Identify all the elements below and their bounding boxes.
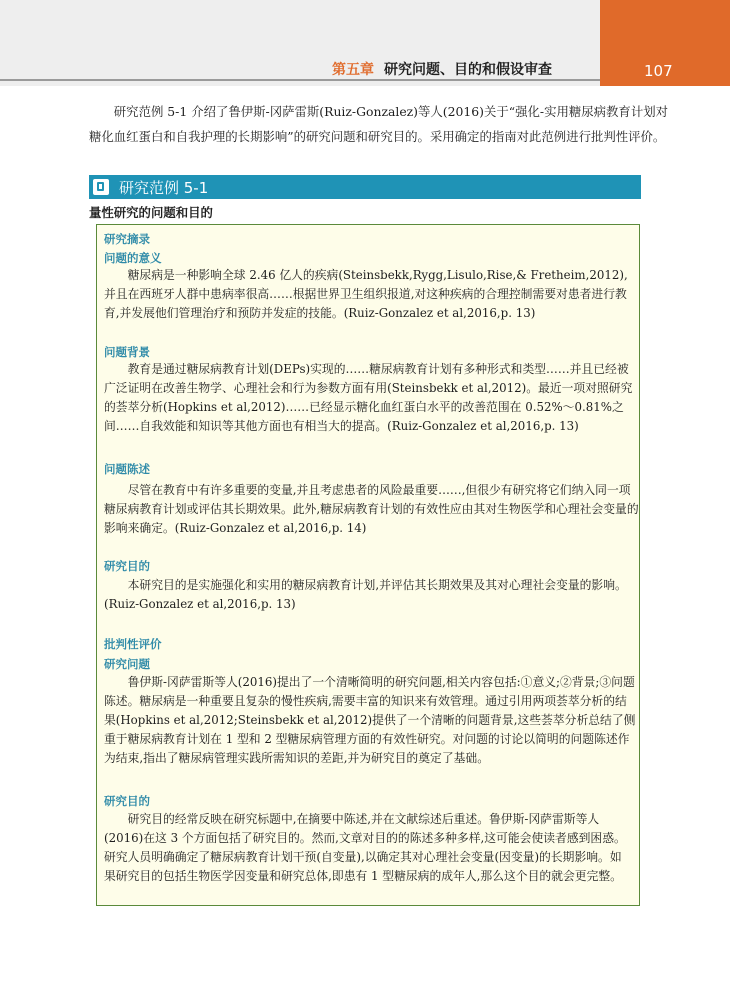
example-box	[96, 224, 640, 906]
question-text: 鲁伊斯-冈萨雷斯等人(2016)提出了一个清晰简明的研究问题,相关内容包括:①意义;②背景;③问题陈述。糖尿病是一种重要且复杂的慢性疾病,需要丰富的知识来有效管理。通过引用两项荟萃分析的结果(Hopkins et al,2012;Steinsbekk et al,2012)提供了一个清晰的问题背景,这些荟萃分析总结了侧重于糖尿病教育计划在 1 型和 2 型糖尿病管理方面的有效性研究。对问题的讨论以简明的问题陈述作为结束,指出了糖尿病管理实践所需知识的差距,并为研究目的奠定了基础。	[104, 675, 636, 765]
chapter-number: 第五章	[332, 62, 374, 78]
intro-paragraph: 研究范例 5-1 介绍了鲁伊斯-冈萨雷斯(Ruiz-Gonzalez)等人(2016)关于“强化-实用糖尿病教育计划对糖化血红蛋白和自我护理的长期影响”的研究问题和研究目的。采用确定的指南对此范例进行批判性评价。	[89, 104, 668, 144]
critique-label: 批判性评价	[104, 637, 162, 651]
purpose-text: 本研究目的是实施强化和实用的糖尿病教育计划,并评估其长期效果及其对心理社会变量的影响。(Ruiz-Gonzalez et al,2016,p. 13)	[104, 578, 627, 611]
purpose2-text: 研究目的经常反映在研究标题中,在摘要中陈述,并在文献综述后重述。鲁伊斯-冈萨雷斯等人(2016)在这 3 个方面包括了研究目的。然而,文章对目的的陈述多种多样,这可能会使读者感到困惑。研究人员明确确定了糖尿病教育计划干预(自变量),以确定其对心理社会变量(因变量)的长期影响。如果研究目的包括生物医学因变量和研究总体,即患有 1 型糖尿病的成年人,那么这个目的就会更完整。	[104, 812, 626, 883]
abstract-label: 研究摘录	[104, 232, 150, 246]
statement-text: 尽管在教育中有许多重要的变量,并且考虑患者的风险最重要……,但很少有研究将它们纳入同一项糖尿病教育计划或评估其长期效果。此外,糖尿病教育计划的有效性应由其对生物医学和心理社会变量的影响来确定。(Ruiz-Gonzalez et al,2016,p. 14)	[104, 483, 639, 535]
page-number: 107	[644, 62, 673, 80]
statement-label: 问题陈述	[104, 462, 150, 476]
significance-text: 糖尿病是一种影响全球 2.46 亿人的疾病(Steinsbekk,Rygg,Lisulo,Rise,& Fretheim,2012),并且在西班牙人群中患病率很高……根据世界卫生组织报道,对这种疾病的合理控制需要对患者进行教育,并发展他们管理治疗和预防并发症的技能。(Ruiz-Gonzalez et al,2016,p. 13)	[104, 268, 628, 320]
question-label: 研究问题	[104, 657, 150, 671]
background-label: 问题背景	[104, 345, 150, 359]
example-heading-bar	[89, 175, 641, 199]
background-text: 教育是通过糖尿病教育计划(DEPs)实现的……糖尿病教育计划有多种形式和类型……并且已经被广泛证明在改善生物学、心理社会和行为参数方面有用(Steinsbekk et al,2012)。最近一项对照研究的荟萃分析(Hopkins et al,2012)……已经显示糖化血红蛋白水平的改善范围在 0.52%～0.81%之间……自我效能和知识等其他方面也有相当大的提高。(Ruiz-Gonzalez et al,2016,p. 13)	[104, 362, 633, 433]
header-rule	[0, 79, 600, 81]
purpose-label: 研究目的	[104, 559, 150, 573]
chapter-title: 研究问题、目的和假设审查	[384, 62, 552, 78]
running-head	[332, 59, 552, 79]
example-subtitle: 量性研究的问题和目的	[89, 205, 213, 220]
book-icon	[93, 179, 109, 195]
purpose2-label: 研究目的	[104, 794, 150, 808]
example-title: 研究范例 5-1	[119, 179, 209, 197]
significance-label: 问题的意义	[104, 251, 162, 265]
